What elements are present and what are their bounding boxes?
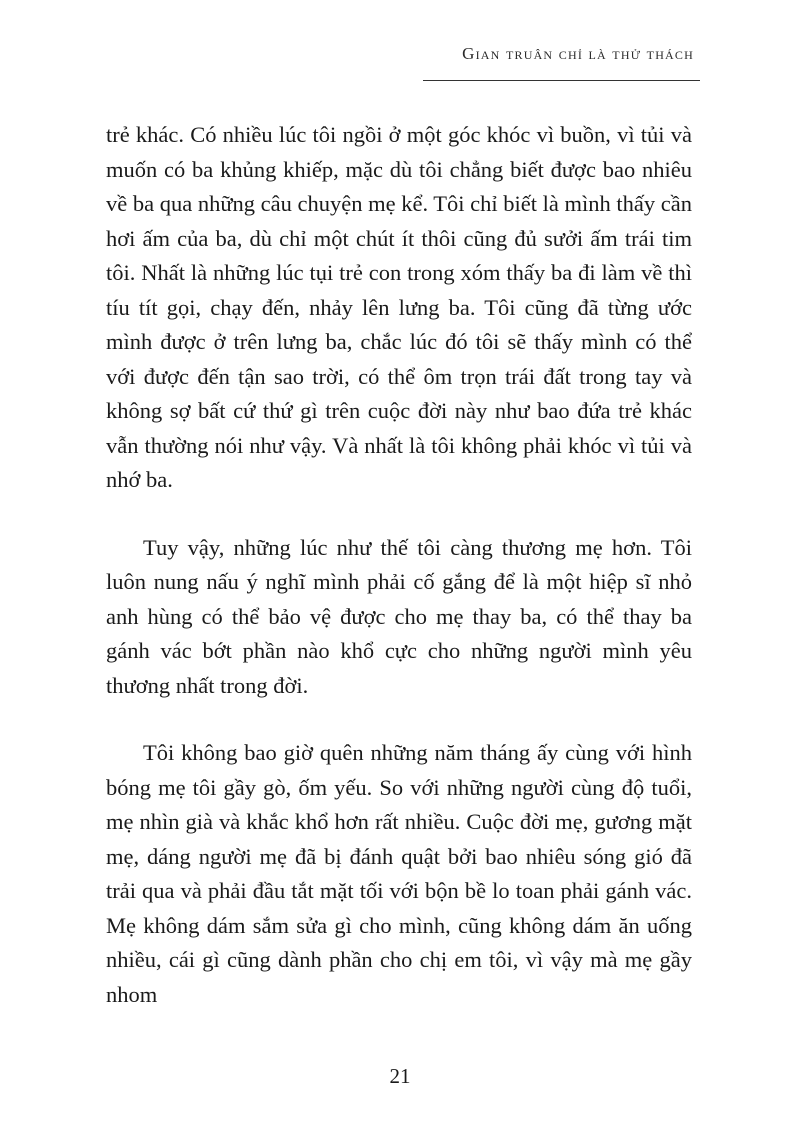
running-head-title: Gian truân chỉ là thử thách xyxy=(462,44,694,63)
page-number: 21 xyxy=(389,1064,411,1088)
header-rule xyxy=(423,80,700,81)
paragraph-1: trẻ khác. Có nhiều lúc tôi ngồi ở một góc khóc vì buồn, vì tủi và muốn có ba khủng khiếp, mặc dù tôi chẳng biết được bao nhiêu về ba qua những câu chuyện mẹ kể. Tôi chỉ biết là mình thấy cần hơi ấm của ba, dù chỉ một chút ít thôi cũng đủ sưởi ấm trái tim tôi. Nhất là những lúc tụi trẻ con trong xóm thấy ba đi làm về thì tíu tít gọi, chạy đến, nhảy lên lưng ba. Tôi cũng đã từng ước mình được ở trên lưng ba, chắc lúc đó tôi sẽ thấy mình có thể với được đến tận sao trời, có thể ôm trọn trái đất trong tay và không sợ bất cứ thứ gì trên cuộc đời này như bao đứa trẻ khác vẫn thường nói như vậy. Và nhất là tôi không phải khóc vì tủi và nhớ ba. xyxy=(106,122,692,492)
paragraph-3: Tôi không bao giờ quên những năm tháng ấy cùng với hình bóng mẹ tôi gầy gò, ốm yếu. So với những người cùng độ tuổi, mẹ nhìn già và khắc khổ hơn rất nhiều. Cuộc đời mẹ, gương mặt mẹ, dáng người mẹ đã bị đánh quật bởi bao nhiêu sóng gió đã trải qua và phải đầu tắt mặt tối với bộn bề lo toan phải gánh vác. Mẹ không dám sắm sửa gì cho mình, cũng không dám ăn uống nhiều, cái gì cũng dành phần cho chị em tôi, vì vậy mà mẹ gầy nhom xyxy=(106,740,692,1007)
body-text xyxy=(106,118,692,1012)
paragraph-2: Tuy vậy, những lúc như thế tôi càng thương mẹ hơn. Tôi luôn nung nấu ý nghĩ mình phải cố gắng để là một hiệp sĩ nhỏ anh hùng có thể bảo vệ được cho mẹ thay ba, có thể thay ba gánh vác bớt phần nào khổ cực cho những người mình yêu thương nhất trong đời. xyxy=(106,534,692,698)
